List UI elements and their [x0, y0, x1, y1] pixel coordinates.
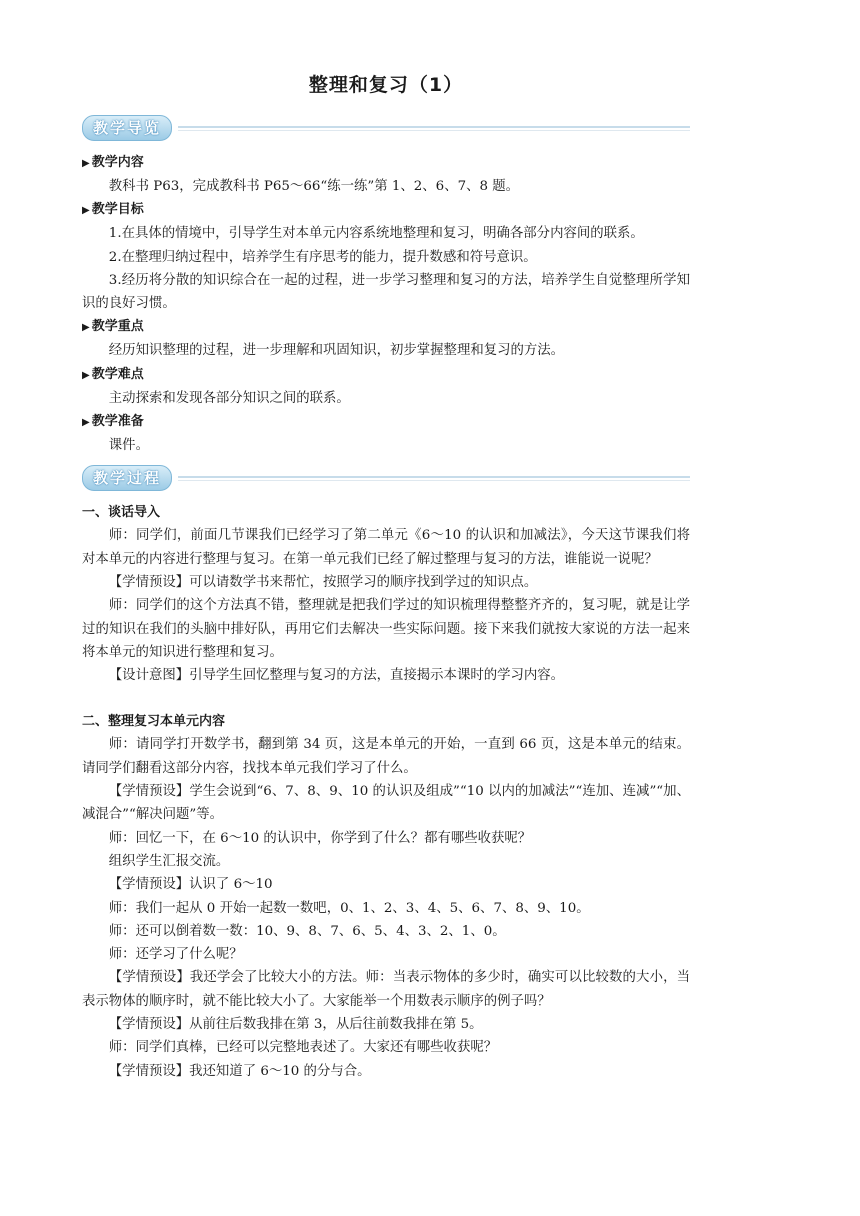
- banner-process-label: 教学过程: [82, 465, 172, 491]
- triangle-icon: ▶: [82, 369, 90, 381]
- triangle-icon: ▶: [82, 322, 90, 334]
- paragraph: 师：回忆一下，在 6～10 的认识中，你学到了什么？都有哪些收获呢？: [108, 830, 532, 846]
- section-heading: ▶ 教学内容: [82, 155, 144, 170]
- paragraph: 【设计意图】引导学生回忆整理与复习的方法，直接揭示本课时的学习内容。: [108, 668, 565, 684]
- paragraph: 2.在整理归纳过程中，培养学生有序思考的能力，提升数感和符号意识。: [108, 249, 537, 265]
- paragraph: 课件。: [108, 438, 149, 454]
- triangle-icon: ▶: [82, 417, 90, 429]
- section-heading: ▶ 教学难点: [82, 366, 144, 382]
- paragraph: 师：我们一起从 0 开始一起数一数吧，0、1、2、3、4、5、6、7、8、9、10。: [108, 900, 590, 916]
- paragraph: 3.经历将分散的知识综合在一起的过程，进一步学习整理和复习的方法，培养学生自觉整理所学知识的良好习惯。: [82, 272, 690, 312]
- paragraph: 教科书 P63，完成教科书 P65～66“练一练”第 1、2、6、7、8 题。: [108, 179, 520, 194]
- document-page: [82, 70, 690, 1083]
- banner-divider: [178, 480, 690, 481]
- paragraph: 【学情预设】可以请数学书来帮忙，按照学习的顺序找到学过的知识点。: [108, 574, 538, 590]
- paragraph: 【学情预设】学生会说到“6、7、8、9、10 的认识及组成”“10 以内的加减法”“连加、连减”“加、减混合”“解决问题”等。: [82, 784, 690, 823]
- section-heading: ▶ 教学准备: [82, 414, 144, 430]
- banner-guide-label: 教学导览: [82, 115, 172, 141]
- section-heading: ▶ 教学重点: [82, 319, 144, 335]
- paragraph: 师：还可以倒着数一数：10、9、8、7、6、5、4、3、2、1、0。: [108, 923, 506, 939]
- paragraph: 师：同学们，前面几节课我们已经学习了第二单元《6～10 的认识和加减法》，今天这节课我们将对本单元的内容进行整理与复习。在第一单元我们已经了解过整理与复习的方法，谁能说一说呢？: [82, 528, 690, 567]
- paragraph: 师：还学习了什么呢？: [108, 947, 243, 963]
- banner-guide: [82, 115, 690, 141]
- paragraph: 【学情预设】认识了 6～10: [108, 877, 273, 893]
- part-heading: 二、整理复习本单元内容: [82, 714, 226, 730]
- paragraph: 经历知识整理的过程，进一步理解和巩固知识，初步掌握整理和复习的方法。: [108, 343, 565, 359]
- banner-process: [82, 465, 690, 491]
- paragraph: 师：请同学打开数学书，翻到第 34 页，这是本单元的开始，一直到 66 页，这是本单元的结束。请同学们翻看这部分内容，找找本单元我们学习了什么。: [82, 737, 690, 776]
- paragraph: 【学情预设】从前往后数我排在第 3，从后往前数我排在第 5。: [108, 1017, 483, 1033]
- triangle-icon: ▶: [82, 205, 90, 217]
- banner-divider: [178, 126, 690, 128]
- paragraph: 师：同学们的这个方法真不错，整理就是把我们学过的知识梳理得整整齐齐的，复习呢，就是让学过的知识在我们的头脑中排好队，再用它们去解决一些实际问题。接下来我们就按大家说的方法一起来将本单元的知识进行整理和复习。: [82, 598, 690, 660]
- paragraph: 组织学生汇报交流。: [108, 853, 230, 869]
- paragraph: 主动探索和发现各部分知识之间的联系。: [108, 390, 350, 406]
- banner-divider: [178, 130, 690, 131]
- paragraph: 【学情预设】我还学会了比较大小的方法。师：当表示物体的多少时，确实可以比较数的大小，当表示物体的顺序时，就不能比较大小了。大家能举一个用数表示顺序的例子吗？: [82, 970, 690, 1009]
- triangle-icon: ▶: [82, 158, 90, 169]
- part-heading: 一、谈话导入: [82, 505, 161, 521]
- paragraph: 【学情预设】我还知道了 6～10 的分与合。: [108, 1063, 371, 1079]
- section-heading: ▶ 教学目标: [82, 202, 144, 218]
- page-title: 整理和复习（1）: [308, 74, 464, 96]
- paragraph: 1.在具体的情境中，引导学生对本单元内容系统地整理和复习，明确各部分内容间的联系。: [108, 226, 644, 242]
- paragraph: 师：同学们真棒，已经可以完整地表述了。大家还有哪些收获呢？: [108, 1040, 498, 1056]
- banner-divider: [178, 476, 690, 478]
